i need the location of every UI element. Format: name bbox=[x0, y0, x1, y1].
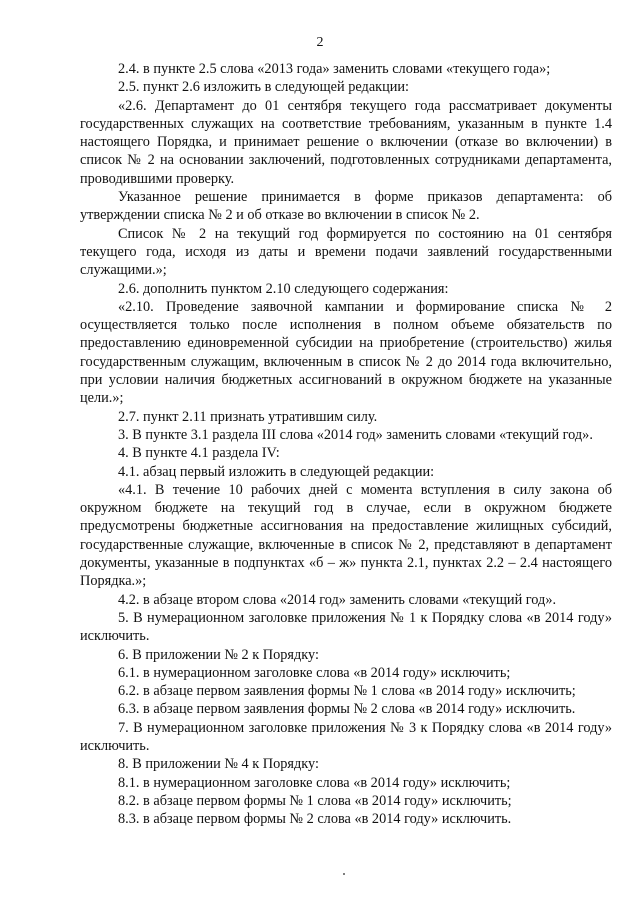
list-2-formation-paragraph: Список № 2 на текущий год формируется по состоянию на 01 сентября текущего года, исходя из даты и времени подачи заявлений государственными служащими.»; bbox=[80, 225, 612, 279]
quote-4-1: «4.1. В течение 10 рабочих дней с момента вступления в силу закона об окружном бюджете на текущий год в случае, если в окружном бюджете предусмотрены бюджетные ассигнования на предоставление жилищных субсидий, государственные служащие, включенные в список № 2, представляют в департамент документы, указанные в подпунктах «б – ж» пункта 2.1, пунктах 2.2 – 2.4 настоящего Порядка.»; bbox=[80, 481, 612, 590]
paragraph-8-2: 8.2. в абзаце первом формы № 1 слова «в 2014 году» исключить; bbox=[118, 792, 512, 809]
paragraph-2-5: 2.5. пункт 2.6 изложить в следующей редакции: bbox=[118, 79, 410, 96]
scan-speck bbox=[343, 873, 345, 875]
paragraph-4-2: 4.2. в абзаце втором слова «2014 год» заменить словами «текущий год». bbox=[118, 591, 557, 608]
document-body bbox=[80, 60, 612, 828]
page-number: 2 bbox=[316, 35, 324, 50]
paragraph-6-1: 6.1. в нумерационном заголовке слова «в 2014 году» исключить; bbox=[118, 664, 511, 681]
paragraph-8-3: 8.3. в абзаце первом формы № 2 слова «в 2014 году» исключить. bbox=[118, 811, 512, 828]
paragraph-8-1: 8.1. в нумерационном заголовке слова «в 2014 году» исключить; bbox=[118, 774, 511, 791]
paragraph-6: 6. В приложении № 2 к Порядку: bbox=[118, 646, 319, 663]
paragraph-6-3: 6.3. в абзаце первом заявления формы № 2 слова «в 2014 году» исключить. bbox=[118, 701, 576, 718]
paragraph-4-1: 4.1. абзац первый изложить в следующей редакции: bbox=[118, 463, 435, 480]
paragraph-3: 3. В пункте 3.1 раздела III слова «2014 год» заменить словами «текущий год». bbox=[118, 426, 593, 443]
paragraph-7: 7. В нумерационном заголовке приложения № 3 к Порядку слова «в 2014 году» исключить. bbox=[80, 719, 612, 754]
paragraph-2-7: 2.7. пункт 2.11 признать утратившим силу. bbox=[118, 408, 378, 425]
decision-form-paragraph: Указанное решение принимается в форме приказов департамента: об утверждении списка № 2 и об отказе во включении в список № 2. bbox=[80, 189, 612, 224]
paragraph-5: 5. В нумерационном заголовке приложения № 1 к Порядку слова «в 2014 году» исключить. bbox=[80, 609, 612, 645]
paragraph-2-4: 2.4. в пункте 2.5 слова «2013 года» заменить словами «текущего года»; bbox=[118, 61, 551, 77]
quote-2-10: «2.10. Проведение заявочной кампании и формирование списка № 2 осуществляется только после исполнения в полном объеме обязательств по предоставлению единовременной субсидии на приобретение (строительство) жилья государственным служащим, включенным в список № 2 до 2014 года включительно, при условии наличия бюджетных ассигнований в окружном бюджете на указанные цели.»; bbox=[80, 298, 612, 407]
paragraph-6-2: 6.2. в абзаце первом заявления формы № 1 слова «в 2014 году» исключить; bbox=[118, 683, 576, 700]
paragraph-8: 8. В приложении № 4 к Порядку: bbox=[118, 756, 319, 773]
quote-2-6: «2.6. Департамент до 01 сентября текущего года рассматривает документы государственных служащих на соответствие требованиям, указанным в пункте 1.4 настоящего Порядка, и принимает решение о включении (отказе во включении) в список № 2 на основании заключений, подготовленных сотрудниками департамента, проводившими проверку. bbox=[80, 97, 612, 187]
paragraph-2-6-addition: 2.6. дополнить пунктом 2.10 следующего содержания: bbox=[118, 280, 449, 297]
paragraph-4: 4. В пункте 4.1 раздела IV: bbox=[118, 445, 280, 462]
